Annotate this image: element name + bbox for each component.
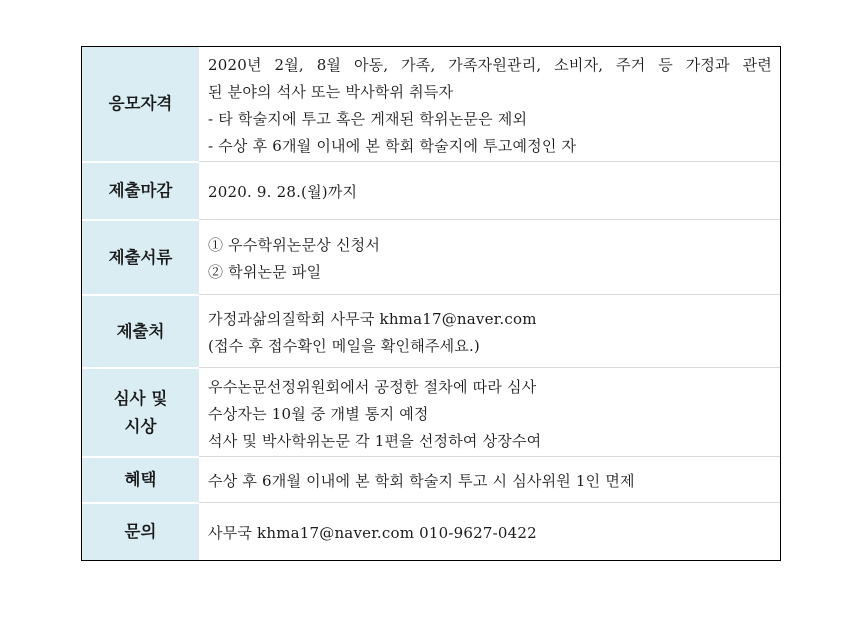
documents-line-2: ② 학위논문 파일 xyxy=(208,263,322,281)
row-inquiry xyxy=(82,504,780,560)
review-award-label-line-2: 시상 xyxy=(124,416,157,436)
row-benefit xyxy=(82,458,780,504)
review-award-label xyxy=(82,369,199,457)
row-documents xyxy=(82,221,780,296)
inquiry-label: 문의 xyxy=(82,504,199,560)
benefit-line-1: 수상 후 6개월 이내에 본 학회 학술지 투고 시 심사위원 1인 면제 xyxy=(208,472,635,490)
eligibility-line-3: - 타 학술지에 투고 혹은 게재된 학위논문은 제외 xyxy=(208,109,528,128)
review-award-content xyxy=(199,369,780,457)
info-table xyxy=(81,46,781,561)
deadline-content xyxy=(199,163,780,220)
row-eligibility xyxy=(82,47,780,163)
review-award-line-2: 수상자는 10월 중 개별 통지 예정 xyxy=(208,404,429,423)
benefit-content xyxy=(199,458,780,503)
row-deadline xyxy=(82,163,780,221)
deadline-label: 제출마감 xyxy=(82,163,199,220)
review-award-line-1: 우수논문선정위원회에서 공정한 절차에 따라 심사 xyxy=(208,377,537,396)
eligibility-line-1: 2020년 2월, 8월 아동, 가족, 가족자원관리, 소비자, 주거 등 가정과 관련 xyxy=(208,55,772,74)
row-review-award xyxy=(82,369,780,458)
eligibility-line-2: 된 분야의 석사 또는 박사학위 취득자 xyxy=(208,82,454,101)
review-award-label-line-1: 심사 및 xyxy=(113,388,168,408)
eligibility-line-4: - 수상 후 6개월 이내에 본 학회 학술지에 투고예정인 자 xyxy=(208,136,577,155)
review-award-line-3: 석사 및 박사학위논문 각 1편을 선정하여 상장수여 xyxy=(208,431,542,450)
eligibility-content xyxy=(199,47,780,162)
row-submit-to xyxy=(82,296,780,369)
benefit-label: 혜택 xyxy=(82,458,199,503)
documents-line-1: ① 우수학위논문상 신청서 xyxy=(208,236,381,254)
submit-to-label: 제출처 xyxy=(82,296,199,368)
inquiry-line-1: 사무국 khma17@naver.com 010-9627-0422 xyxy=(208,524,537,542)
deadline-line-1: 2020. 9. 28.(월)까지 xyxy=(208,183,358,201)
documents-content xyxy=(199,221,780,295)
submit-to-line-2: (접수 후 접수확인 메일을 확인해주세요.) xyxy=(208,337,480,355)
submit-to-line-1: 가정과삶의질학회 사무국 khma17@naver.com xyxy=(208,310,537,328)
inquiry-content xyxy=(199,504,780,560)
submit-to-content xyxy=(199,296,780,368)
documents-label: 제출서류 xyxy=(82,221,199,295)
eligibility-label: 응모자격 xyxy=(82,47,199,162)
